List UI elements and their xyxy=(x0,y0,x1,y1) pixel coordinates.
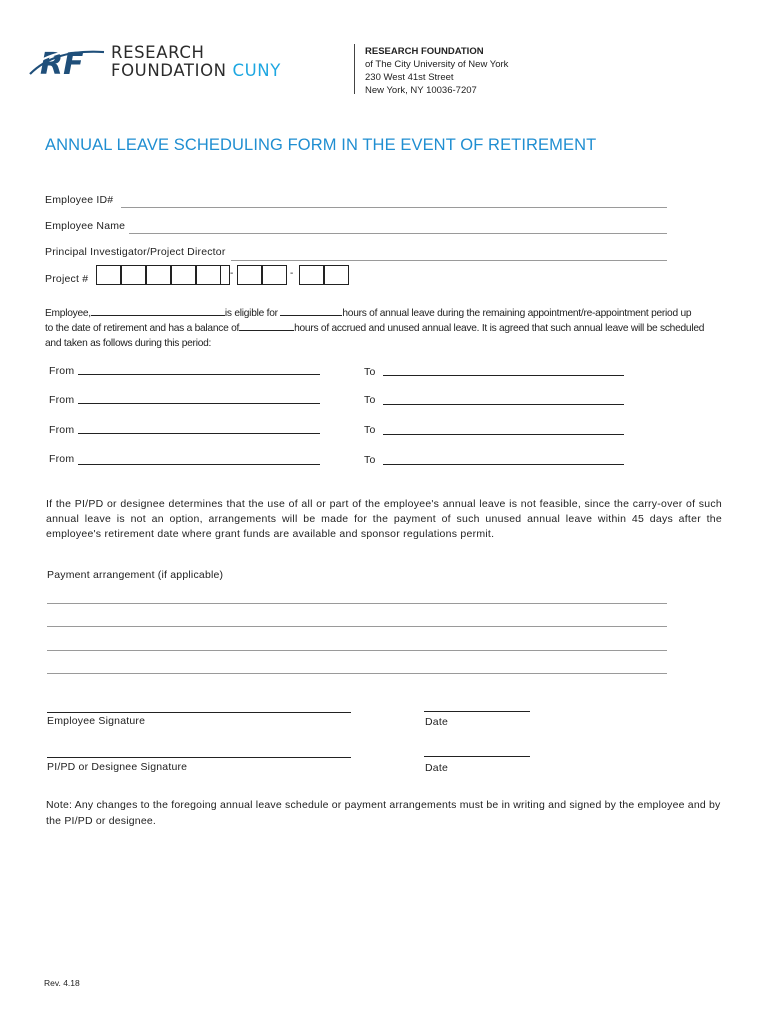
from-date-field[interactable] xyxy=(78,374,320,375)
pi-field[interactable] xyxy=(231,260,667,261)
pi-signature-label: PI/PD or Designee Signature xyxy=(47,761,188,773)
employee-signature-line[interactable] xyxy=(47,712,351,713)
agreement-line1: Employee, is eligible for hours of annual leave during the remaining appointment/re-appointment period up xyxy=(45,308,692,319)
project-digit-box[interactable] xyxy=(324,265,349,285)
payment-line[interactable] xyxy=(47,650,667,651)
employee-name-field[interactable] xyxy=(129,233,667,234)
from-label: From xyxy=(49,394,75,406)
pi-date-label: Date xyxy=(425,762,448,774)
agreement-line2: to the date of retirement and has a balance of hours of accrued and unused annual leave. It is agreed that such annual leave will be scheduled xyxy=(45,323,705,334)
employee-id-field[interactable] xyxy=(121,207,667,208)
employee-id-label: Employee ID# xyxy=(45,194,114,206)
project-separator: - xyxy=(230,268,234,279)
address-block xyxy=(365,45,508,97)
employee-date-label: Date xyxy=(425,716,448,728)
project-digit-box[interactable] xyxy=(171,265,196,285)
to-date-field[interactable] xyxy=(383,434,624,435)
from-date-field[interactable] xyxy=(78,464,320,465)
employee-signature-label: Employee Signature xyxy=(47,715,146,727)
payment-line[interactable] xyxy=(47,673,667,674)
pi-label: Principal Investigator/Project Director xyxy=(45,246,226,258)
project-digit-box[interactable] xyxy=(262,265,287,285)
employee-date-line[interactable] xyxy=(424,711,530,712)
from-label: From xyxy=(49,453,75,465)
to-label: To xyxy=(364,366,376,378)
project-digit-box[interactable] xyxy=(237,265,262,285)
header-divider xyxy=(354,44,355,94)
address-line2: 230 West 41st Street xyxy=(365,72,454,83)
employee-name-blank[interactable] xyxy=(91,306,225,316)
svg-text:RF: RF xyxy=(40,47,84,80)
payment-label: Payment arrangement (if applicable) xyxy=(47,569,224,581)
revision-label: Rev. 4.18 xyxy=(44,978,80,988)
agreement-paragraph xyxy=(45,306,735,351)
from-date-field[interactable] xyxy=(78,433,320,434)
eligible-hours-blank[interactable] xyxy=(280,306,342,316)
address-org: RESEARCH FOUNDATION xyxy=(365,46,484,57)
project-label: Project # xyxy=(45,273,89,285)
project-digit-box[interactable] xyxy=(96,265,121,285)
project-digit-box[interactable] xyxy=(146,265,171,285)
project-separator: - xyxy=(290,268,294,279)
logo-text-line1: RESEARCH xyxy=(111,43,205,62)
note-paragraph: Note: Any changes to the foregoing annual leave schedule or payment arrangements must be in writing and signed by the employee and by the PI/PD or designee. xyxy=(46,799,721,827)
feasibility-paragraph: If the PI/PD or designee determines that the use of all or part of the employee's annual leave is not feasible, since the carry-over of such annual leave is not an option, arrangements will be made for the payment of such unused annual leave within 45 days after the employee's retirement date where grant funds are available and sponsor regulations permit. xyxy=(46,498,722,540)
form-title: ANNUAL LEAVE SCHEDULING FORM IN THE EVENT OF RETIREMENT xyxy=(45,136,597,154)
to-date-field[interactable] xyxy=(383,375,624,376)
pi-signature-line[interactable] xyxy=(47,757,351,758)
from-date-field[interactable] xyxy=(78,403,320,404)
agreement-line3: and taken as follows during this period: xyxy=(45,338,212,349)
address-line1: of The City University of New York xyxy=(365,59,509,70)
balance-hours-blank[interactable] xyxy=(239,321,294,331)
to-label: To xyxy=(364,454,376,466)
project-digit-box[interactable] xyxy=(121,265,146,285)
to-date-field[interactable] xyxy=(383,404,624,405)
to-label: To xyxy=(364,424,376,436)
pi-date-line[interactable] xyxy=(424,756,530,757)
to-date-field[interactable] xyxy=(383,464,624,465)
project-digit-box[interactable] xyxy=(299,265,324,285)
to-label: To xyxy=(364,394,376,406)
address-line3: New York, NY 10036-7207 xyxy=(365,85,477,96)
project-digit-box[interactable] xyxy=(205,265,230,285)
from-label: From xyxy=(49,365,75,377)
employee-name-label: Employee Name xyxy=(45,220,126,232)
from-label: From xyxy=(49,424,75,436)
rf-logo-icon xyxy=(28,40,108,80)
logo-text-line2: FOUNDATION CUNY xyxy=(111,61,281,80)
payment-line[interactable] xyxy=(47,626,667,627)
payment-line[interactable] xyxy=(47,603,667,604)
